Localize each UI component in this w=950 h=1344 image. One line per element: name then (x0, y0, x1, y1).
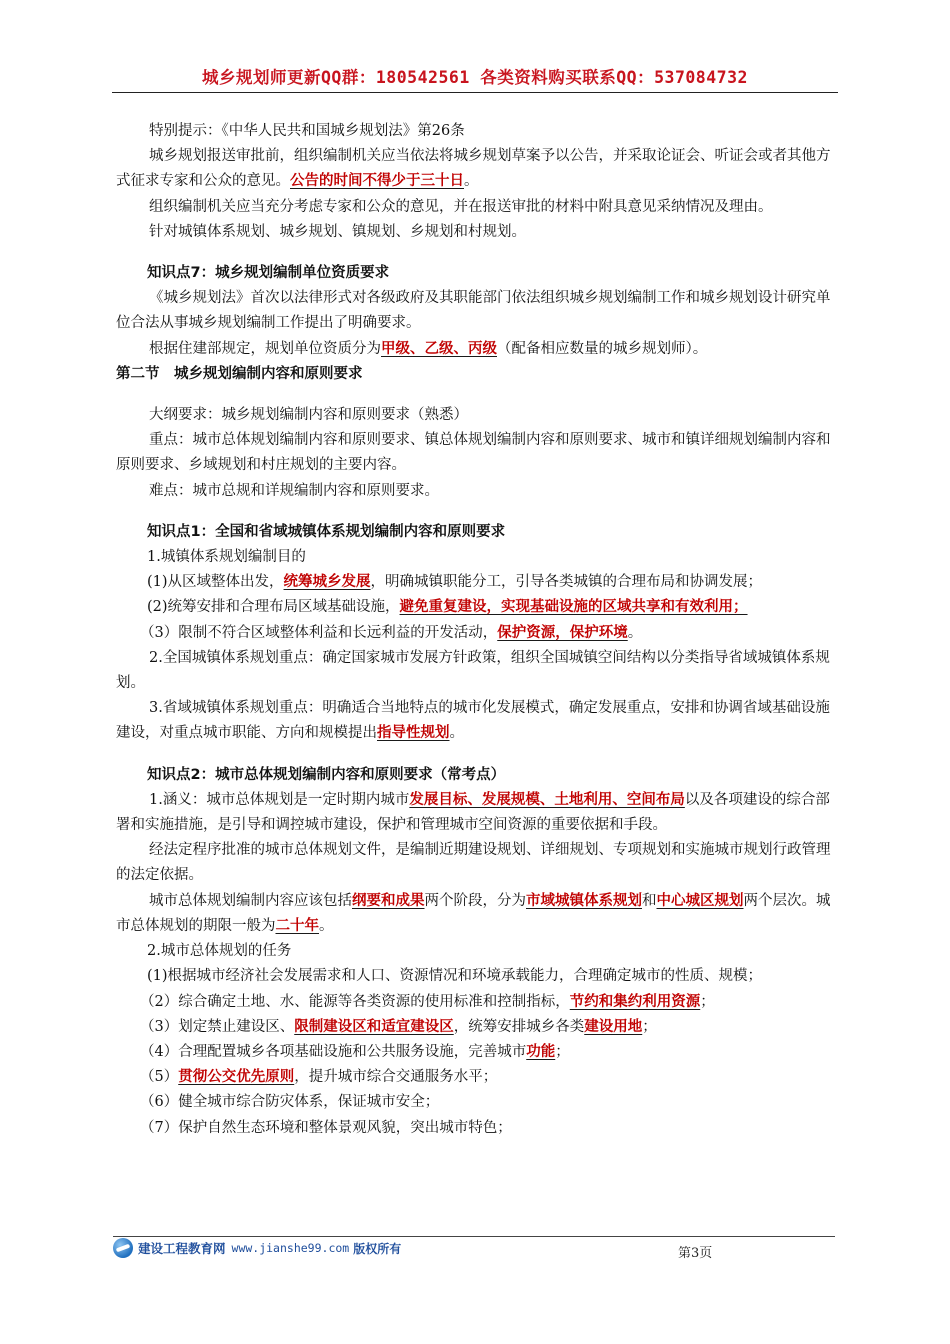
highlight-text: 中心城区规划 (656, 892, 744, 909)
highlight-text: 功能 (526, 1043, 556, 1060)
highlight-text: 建设用地 (584, 1018, 643, 1035)
kp2-task-5 (116, 1065, 838, 1090)
text-run: 以及各项建设的综合部署和实施措施，是引导和调控城市建设，保护和管理城市空间资源的重要依据和手段。 (116, 791, 830, 834)
document-body (116, 119, 838, 1141)
kp7-paragraph-2 (116, 337, 838, 362)
kp2-paragraph-2: 经法定程序批准的城市总体规划文件，是编制近期建设规划、详细规划、专项规划和实施城市规划行政管理的法定依据。 (116, 842, 831, 884)
key-points: 重点：城市总体规划编制内容和原则要求、镇总体规划编制内容和原则要求、城市和镇详细规划编制内容和原则要求、乡域规划和村庄规划的主要内容。 (116, 432, 831, 474)
text-run: (2)统筹安排和合理布局区域基础设施， (147, 599, 400, 616)
highlight-text: 发展目标、发展规模、土地利用、空间布局 (409, 791, 685, 808)
globe-logo-icon (113, 1238, 133, 1258)
text-run: ； (700, 993, 715, 1010)
kp2-paragraph-1 (116, 788, 838, 838)
kp2-subheading-2: 2.城市总体规划的任务 (147, 943, 292, 960)
text-run: 两个阶段，分为 (424, 892, 526, 909)
text-run: （配备相应数量的城乡规划师）。 (497, 340, 708, 357)
header-divider (112, 92, 838, 93)
kp2-task-4 (116, 1040, 838, 1065)
kp2-task-6: （6）健全城市综合防灾体系，保证城市安全； (140, 1094, 440, 1111)
kp1-item-2 (116, 595, 838, 620)
text-run: （2）综合确定土地、水、能源等各类资源的使用标准和控制指标， (140, 993, 570, 1010)
kp1-subheading-3 (116, 696, 838, 746)
highlight-text: 市域城镇体系规划 (526, 892, 642, 909)
kp2-task-1: (1)根据城市经济社会发展需求和人口、资源情况和环境承载能力，合理确定城市的性质、规模； (147, 968, 763, 985)
tip-paragraph-2: 组织编制机关应当充分考虑专家和公众的意见，并在报送审批的材料中附具意见采纳情况及理由。 (149, 198, 773, 215)
text-run: 3.省域城镇体系规划重点：明确适合当地特点的城市化发展模式，确定发展重点，安排和协调省域基础设施建设，对重点城市职能、方向和规模提出 (116, 700, 830, 742)
kp2-task-2 (116, 990, 838, 1015)
text-run: ，统筹安排城乡各类 (453, 1018, 585, 1035)
knowledge-point-7-title: 知识点7：城乡规划编制单位资质要求 (147, 265, 390, 282)
kp7-paragraph-1: 《城乡规划法》首次以法律形式对各级政府及其职能部门依法组织城乡规划编制工作和城乡规划设计研究单位合法从事城乡规划编制工作提出了明确要求。 (116, 290, 831, 332)
footer-brand (113, 1238, 401, 1258)
footer-copyright: 版权所有 (353, 1241, 402, 1256)
text-run: 和 (642, 892, 657, 909)
kp2-paragraph-3 (116, 889, 838, 939)
text-run: （3）划定禁止建设区、 (140, 1018, 295, 1035)
highlight-text: 甲级、乙级、丙级 (381, 340, 497, 357)
highlight-text: 统筹城乡发展 (283, 574, 371, 591)
text-run: 。 (627, 624, 643, 641)
text-run: 。 (319, 917, 334, 934)
difficult-points: 难点：城市总规和详规编制内容和原则要求。 (149, 482, 439, 499)
tip-title: 特别提示：《中华人民共和国城乡规划法》第26条 (149, 123, 465, 139)
highlight-text: 纲要和成果 (352, 892, 425, 909)
tip-paragraph-3: 针对城镇体系规划、城乡规划、镇规划、乡规划和村规划。 (149, 223, 526, 240)
highlight-text: 避免重复建设，实现基础设施的区域共享和有效利用； (399, 599, 748, 616)
outline-requirement: 大纲要求：城乡规划编制内容和原则要求（熟悉） (149, 407, 468, 424)
kp1-subheading-2: 2.全国城镇体系规划重点：确定国家城市发展方针政策，组织全国城镇空间结构以分类指导省域城镇体系规划。 (116, 649, 830, 692)
highlight-text: 二十年 (275, 917, 319, 934)
text-run: 。 (464, 173, 479, 190)
text-run: ； (642, 1018, 657, 1035)
highlight-text: 公告的时间不得少于三十日 (290, 173, 464, 190)
text-run: 城乡规划报送审批前，组织编制机关应当依法将城乡规划草案予以公告，并采取论证会、听证会或者其他方式征求专家和公众的意见。 (116, 148, 831, 190)
section-title: 第二节 城乡规划编制内容和原则要求 (116, 365, 363, 382)
text-run: ，提升城市综合交通服务水平； (294, 1069, 498, 1086)
text-run: 。 (449, 725, 464, 742)
knowledge-point-2-title: 知识点2：城市总体规划编制内容和原则要求（常考点） (147, 766, 506, 783)
kp1-item-1 (116, 570, 838, 595)
footer-divider (113, 1236, 835, 1237)
text-run: 根据住建部规定，规划单位资质分为 (149, 340, 381, 357)
text-run: (1)从区域整体出发， (147, 574, 284, 591)
page-number: 第3页 (678, 1246, 713, 1261)
text-run: （5） (140, 1069, 179, 1086)
footer-url[interactable]: www.jianshe99.com (231, 1241, 350, 1255)
kp1-item-3 (116, 621, 838, 646)
text-run: 两个层次。城市总体规划的期限一般为 (116, 892, 831, 934)
text-run: （4）合理配置城乡各项基础设施和公共服务设施，完善城市 (140, 1043, 527, 1060)
kp1-subheading-1: 1.城镇体系规划编制目的 (147, 549, 306, 566)
text-run: ，明确城镇职能分工，引导各类城镇的合理布局和协调发展； (370, 574, 763, 591)
text-run: ； (555, 1043, 570, 1060)
page-header: 城乡规划师更新QQ群：180542561 各类资料购买联系QQ：537084732 (202, 68, 748, 87)
text-run: （3）限制不符合区域整体利益和长远利益的开发活动， (140, 624, 498, 641)
highlight-text: 限制建设区和适宜建设区 (294, 1018, 454, 1035)
highlight-text: 节约和集约利用资源 (569, 993, 701, 1010)
knowledge-point-1-title: 知识点1：全国和省域城镇体系规划编制内容和原则要求 (147, 523, 506, 540)
text-run: 1.涵义：城市总体规划是一定时期内城市 (149, 791, 410, 808)
highlight-text: 保护资源，保护环境 (497, 624, 628, 641)
kp2-task-3 (116, 1015, 838, 1040)
text-run: 城市总体规划编制内容应该包括 (149, 892, 352, 909)
highlight-text: 指导性规划 (377, 725, 450, 742)
tip-paragraph-1 (116, 144, 838, 194)
highlight-text: 贯彻公交优先原则 (178, 1069, 295, 1086)
kp2-task-7: （7）保护自然生态环境和整体景观风貌，突出城市特色； (140, 1119, 512, 1136)
footer-site-name: 建设工程教育网 (138, 1241, 226, 1256)
